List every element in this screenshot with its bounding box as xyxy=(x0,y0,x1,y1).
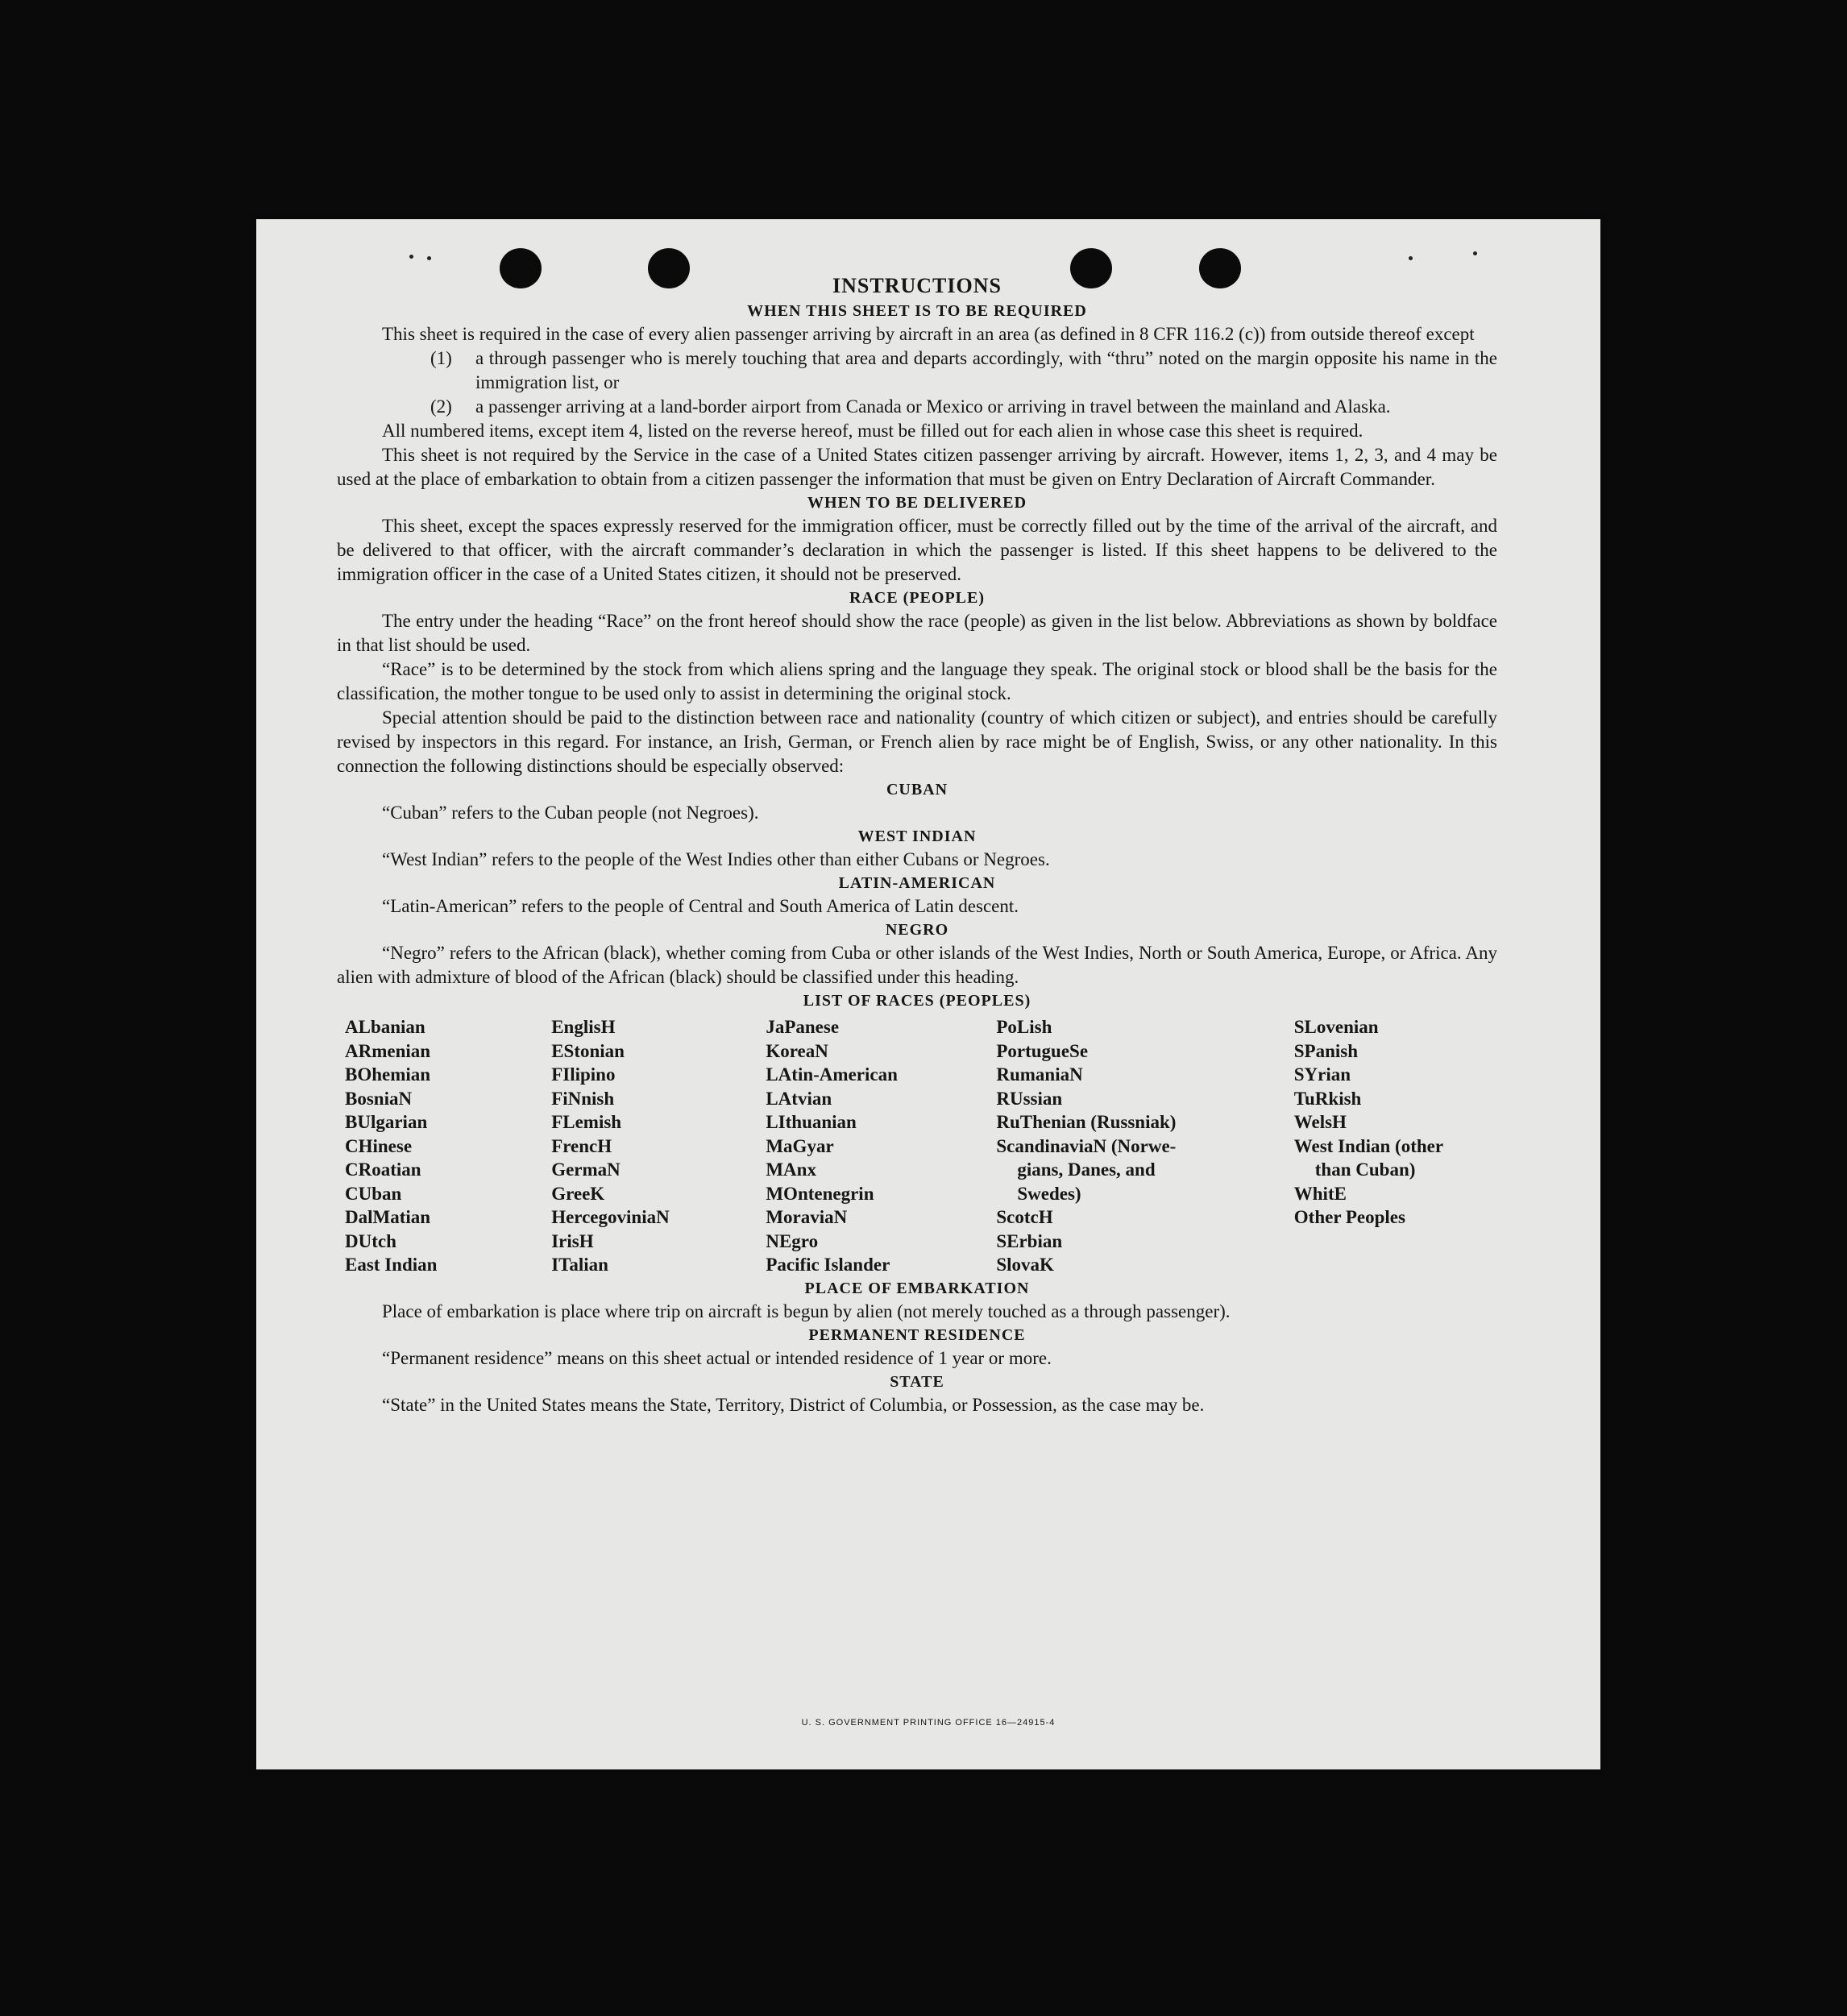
race-entry: NEgro xyxy=(766,1230,819,1251)
printing-office-note: U. S. GOVERNMENT PRINTING OFFICE 16—24915-4 xyxy=(801,1718,1056,1728)
embarkation-paragraph: Place of embarkation is place where trip on aircraft is begun by alien (not merely touched as a through passenger). xyxy=(382,1300,1231,1321)
race-entry: CHinese xyxy=(345,1135,413,1156)
ink-speck xyxy=(1473,251,1477,255)
race-entry: Swedes) xyxy=(1017,1183,1081,1204)
heading-permanent-residence: PERMANENT RESIDENCE xyxy=(808,1325,1026,1344)
exception-item-2 xyxy=(430,395,1497,419)
race-entry: IrisH xyxy=(551,1230,594,1251)
race-entry: Other Peoples xyxy=(1293,1207,1405,1227)
race-entry: JaPanese xyxy=(766,1017,840,1037)
heading-west-indian: WEST INDIAN xyxy=(857,828,977,845)
races-column xyxy=(345,1015,551,1277)
race-paragraph-1: The entry under the heading “Race” on the front hereof should show the race (people) as given in the list below. Abbreviations as shown by boldface in that list should be used. xyxy=(337,611,1497,655)
race-entry: FLemish xyxy=(551,1112,622,1132)
race-paragraph-3: Special attention should be paid to the distinction between race and nationality (country of which citizen or subject), and entries should be carefully revised by inspectors in this regard. For instance, an Irish, German, or French alien by race might be of English, Swiss, or any other nationality. In this connection the following distinctions should be especially observed: xyxy=(337,707,1497,776)
heading-negro: NEGRO xyxy=(885,921,949,939)
races-column xyxy=(1294,1015,1497,1277)
race-entry: GreeK xyxy=(551,1183,605,1204)
race-entry: WelsH xyxy=(1293,1112,1347,1132)
item-number: (1) xyxy=(430,348,452,368)
race-entry: ScandinaviaN (Norwe- xyxy=(996,1135,1177,1156)
race-entry: SErbian xyxy=(996,1230,1063,1251)
race-entry: WhitE xyxy=(1293,1183,1347,1204)
race-entry: DUtch xyxy=(345,1230,396,1251)
ink-speck xyxy=(1409,256,1413,260)
race-entry: SPanish xyxy=(1293,1040,1359,1061)
race-entry: GermaN xyxy=(551,1159,621,1180)
race-entry: FrencH xyxy=(551,1135,612,1156)
race-entry: PoLish xyxy=(996,1017,1052,1037)
race-entry: SlovaK xyxy=(996,1255,1054,1275)
race-paragraph-2: “Race” is to be determined by the stock from which aliens spring and the language they speak. The original stock or blood shall be the basis for the classification, the mother tongue to be used only to assist in determining the original stock. xyxy=(337,659,1497,703)
state-paragraph: “State” in the United States means the State, Territory, District of Columbia, or Possession, as the case may be. xyxy=(382,1394,1205,1415)
race-entry: ARmenian xyxy=(345,1040,431,1061)
west-indian-definition: “West Indian” refers to the people of the West Indies other than either Cubans or Negroes. xyxy=(382,849,1050,869)
exception-item-1 xyxy=(430,346,1497,395)
race-entry: East Indian xyxy=(345,1255,438,1275)
races-column xyxy=(996,1015,1293,1277)
race-entry: KoreaN xyxy=(766,1040,828,1061)
heading-place-of-embarkation: PLACE OF EMBARKATION xyxy=(804,1279,1030,1297)
race-entry: than Cuban) xyxy=(1314,1159,1416,1180)
race-entry: SLovenian xyxy=(1293,1017,1379,1037)
race-entry: gians, Danes, and xyxy=(1017,1159,1156,1180)
race-entry: ScotcH xyxy=(996,1207,1053,1227)
ink-speck xyxy=(427,256,431,260)
heading-state: STATE xyxy=(890,1372,944,1391)
heading-cuban: CUBAN xyxy=(886,781,948,799)
not-required-paragraph: This sheet is not required by the Service in the case of a United States citizen passenger arriving by aircraft. However, items 1, 2, 3, and 4 may be used at the place of embarkation to obtain from a citizen passenger the information that must be given on Entry Declaration of Aircraft Commander. xyxy=(337,445,1497,489)
item-number: (2) xyxy=(430,396,452,417)
race-entry: LAtin-American xyxy=(766,1064,898,1085)
race-entry: Pacific Islander xyxy=(766,1255,890,1275)
races-column xyxy=(551,1015,766,1277)
race-entry: PortugueSe xyxy=(996,1040,1089,1061)
race-entry: RUssian xyxy=(996,1088,1063,1109)
race-entry: BOhemian xyxy=(345,1064,431,1085)
races-list xyxy=(345,1015,1497,1277)
latin-american-definition: “Latin-American” refers to the people of Central and South America of Latin descent. xyxy=(382,896,1019,916)
ink-speck xyxy=(409,255,413,259)
title: INSTRUCTIONS xyxy=(832,274,1002,297)
race-entry: ALbanian xyxy=(345,1017,425,1037)
race-entry: EnglisH xyxy=(551,1017,616,1037)
race-entry: ITalian xyxy=(551,1255,608,1275)
document-sheet xyxy=(256,219,1600,1769)
residence-paragraph: “Permanent residence” means on this sheet actual or intended residence of 1 year or more. xyxy=(382,1347,1052,1368)
race-entry: MAnx xyxy=(766,1159,816,1180)
race-entry: MOntenegrin xyxy=(766,1183,874,1204)
heading-latin-american: LATIN-AMERICAN xyxy=(838,874,996,892)
required-intro: This sheet is required in the case of every alien passenger arriving by aircraft in an area (as defined in 8 CFR 116.2 (c)) from outside thereof except xyxy=(382,324,1475,344)
race-entry: EStonian xyxy=(551,1040,625,1061)
race-entry: CUban xyxy=(345,1183,402,1204)
heading-when-required: WHEN THIS SHEET IS TO BE REQUIRED xyxy=(747,302,1087,320)
race-entry: MoraviaN xyxy=(766,1207,848,1227)
race-entry: DalMatian xyxy=(345,1207,431,1227)
race-entry: FIlipino xyxy=(551,1064,616,1085)
item-text: a through passenger who is merely touching that area and departs accordingly, with “thru” noted on the margin opposite his name in the immigration list, or xyxy=(475,348,1497,392)
negro-definition: “Negro” refers to the African (black), whether coming from Cuba or other islands of the West Indies, North or South America, Europe, or Africa. Any alien with admixture of blood of the African (black) should be classified under this heading. xyxy=(337,943,1497,987)
race-entry: LIthuanian xyxy=(766,1112,857,1132)
heading-when-delivered: WHEN TO BE DELIVERED xyxy=(807,494,1027,512)
delivered-paragraph: This sheet, except the spaces expressly reserved for the immigration officer, must be correctly filled out by the time of the arrival of the aircraft, and be delivered to that officer, with the aircraft commander’s declaration in which the passenger is listed. If this sheet happens to be delivered to the immigration officer in the case of a United States citizen, it should not be preserved. xyxy=(337,516,1497,584)
item-text: a passenger arriving at a land-border airport from Canada or Mexico or arriving in travel between the mainland and Alaska. xyxy=(475,396,1391,417)
race-entry: LAtvian xyxy=(766,1088,832,1109)
race-entry: CRoatian xyxy=(345,1159,421,1180)
numbered-items-paragraph: All numbered items, except item 4, listed on the reverse hereof, must be filled out for each alien in whose case this sheet is required. xyxy=(382,421,1363,441)
race-entry: BUlgarian xyxy=(345,1112,428,1132)
race-entry: BosniaN xyxy=(345,1088,413,1109)
race-entry: West Indian (other xyxy=(1293,1135,1444,1156)
cuban-definition: “Cuban” refers to the Cuban people (not Negroes). xyxy=(382,803,759,823)
races-column xyxy=(766,1015,996,1277)
race-entry: RuThenian (Russniak) xyxy=(996,1112,1177,1132)
race-entry: HercegoviniaN xyxy=(551,1207,670,1227)
race-entry: RumaniaN xyxy=(996,1064,1083,1085)
race-entry: FiNnish xyxy=(551,1088,615,1109)
race-entry: TuRkish xyxy=(1293,1088,1362,1109)
race-entry: MaGyar xyxy=(766,1135,834,1156)
heading-list-of-races: LIST OF RACES (PEOPLES) xyxy=(803,992,1031,1010)
instructions-body xyxy=(337,272,1497,1417)
heading-race: RACE (PEOPLE) xyxy=(849,589,985,607)
race-entry: SYrian xyxy=(1293,1064,1351,1085)
